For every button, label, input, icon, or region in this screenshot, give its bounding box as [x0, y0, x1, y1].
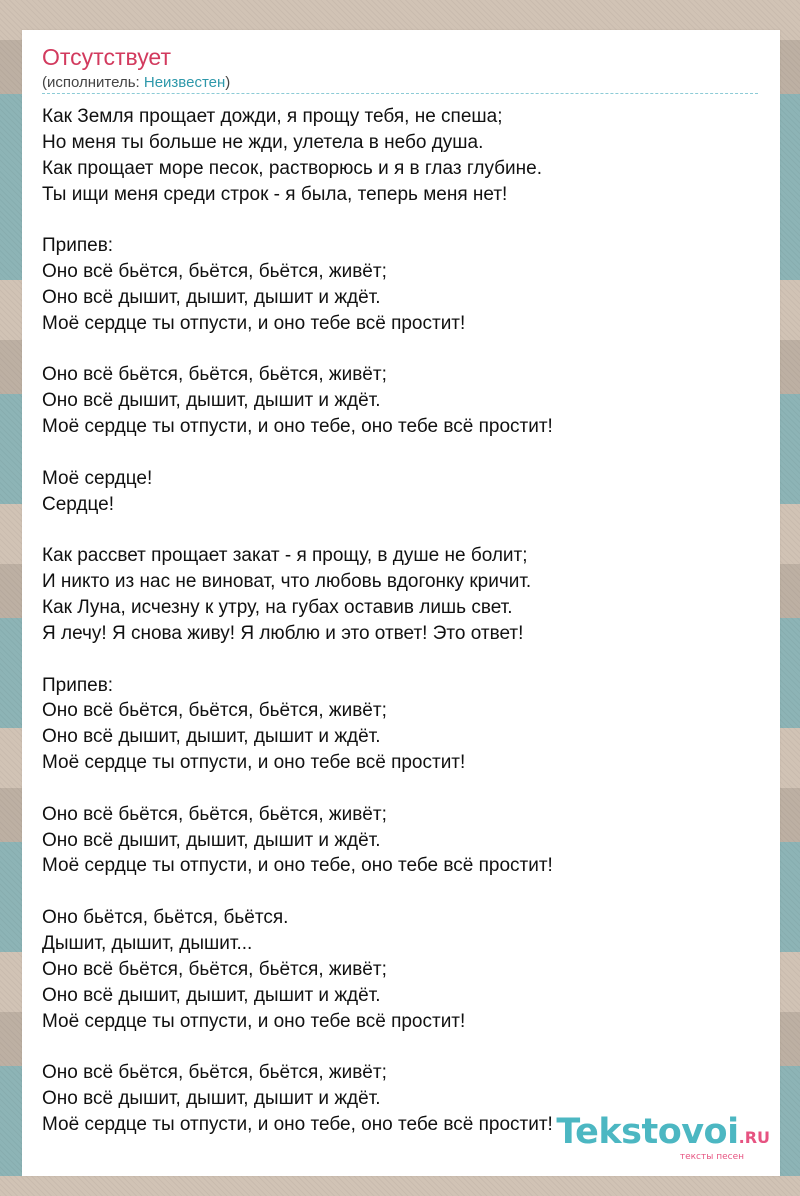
lyric-line: Сердце! [42, 493, 115, 515]
lyric-line: Но меня ты больше не жди, улетела в небо душа. [42, 131, 484, 153]
artist-line [42, 74, 230, 92]
lyric-line: Припев: [42, 235, 114, 257]
lyric-blank-line [42, 207, 553, 233]
lyric-line: Как Луна, исчезну к утру, на губах оставив лишь свет. [42, 597, 513, 619]
lyric-blank-line [42, 647, 553, 673]
lyric-line: Я лечу! Я снова живу! Я люблю и это ответ! Это ответ! [42, 622, 524, 644]
lyric-line: Оно всё дышит, дышит, дышит и ждёт. [42, 829, 381, 851]
lyric-line: Как рассвет прощает закат - я прощу, в душе не болит; [42, 545, 528, 567]
artist-prefix: (исполнитель: [42, 74, 144, 91]
lyric-line: Оно всё бьётся, бьётся, бьётся, живёт; [42, 1062, 387, 1084]
lyric-line: Моё сердце ты отпусти, и оно тебе, оно тебе всё простит! [42, 1113, 553, 1135]
lyric-line: Ты ищи меня среди строк - я была, теперь меня нет! [42, 183, 508, 205]
lyric-line: Оно всё бьётся, бьётся, бьётся, живёт; [42, 700, 387, 722]
lyric-blank-line [42, 337, 553, 363]
lyric-line: Припев: [42, 674, 114, 696]
lyric-line: Моё сердце ты отпусти, и оно тебе всё простит! [42, 1010, 466, 1032]
lyric-blank-line [42, 879, 553, 905]
lyric-line: Оно всё дышит, дышит, дышит и ждёт. [42, 726, 381, 748]
lyrics-body [42, 104, 553, 1138]
lyric-line: Оно всё бьётся, бьётся, бьётся, живёт; [42, 261, 387, 283]
lyric-line: Моё сердце ты отпусти, и оно тебе, оно тебе всё простит! [42, 855, 553, 877]
lyric-line: Оно бьётся, бьётся, бьётся. [42, 907, 289, 929]
logo-wordmark [556, 1114, 770, 1156]
lyric-line: Моё сердце! [42, 467, 153, 489]
site-logo[interactable] [556, 1114, 770, 1162]
song-title: Отсутствует [42, 44, 171, 70]
logo-tagline: тексты песен [679, 1152, 744, 1162]
lyric-blank-line [42, 1034, 553, 1060]
lyric-line: Оно всё бьётся, бьётся, бьётся, живёт; [42, 958, 387, 980]
lyric-line: Оно всё бьётся, бьётся, бьётся, живёт; [42, 364, 387, 386]
artist-suffix: ) [225, 74, 231, 91]
lyric-line: Оно всё дышит, дышит, дышит и ждёт. [42, 984, 381, 1006]
lyric-line: Моё сердце ты отпусти, и оно тебе всё простит! [42, 312, 466, 334]
logo-name: Tekstovoi [556, 1112, 739, 1152]
logo-tld: .RU [738, 1128, 770, 1147]
lyric-line: Дышит, дышит, дышит... [42, 933, 253, 954]
lyric-line: И никто из нас не виноват, что любовь вдогонку кричит. [42, 571, 532, 593]
lyric-blank-line [42, 518, 553, 544]
lyric-line: Моё сердце ты отпусти, и оно тебе, оно тебе всё простит! [42, 416, 553, 438]
lyric-line: Оно всё бьётся, бьётся, бьётся, живёт; [42, 803, 387, 825]
lyric-line: Оно всё дышит, дышит, дышит и ждёт. [42, 286, 381, 308]
lyric-blank-line [42, 440, 553, 466]
lyric-line: Как прощает море песок, растворюсь и я в глаз глубине. [42, 157, 543, 179]
artist-link[interactable]: Неизвестен [143, 74, 226, 91]
lyric-blank-line [42, 776, 553, 802]
title-separator [42, 93, 758, 94]
lyrics-sheet [22, 30, 780, 1176]
lyric-line: Оно всё дышит, дышит, дышит и ждёт. [42, 1088, 381, 1110]
lyric-line: Как Земля прощает дожди, я прощу тебя, не спеша; [42, 106, 503, 127]
lyric-line: Моё сердце ты отпусти, и оно тебе всё простит! [42, 752, 466, 774]
lyric-line: Оно всё дышит, дышит, дышит и ждёт. [42, 390, 381, 412]
